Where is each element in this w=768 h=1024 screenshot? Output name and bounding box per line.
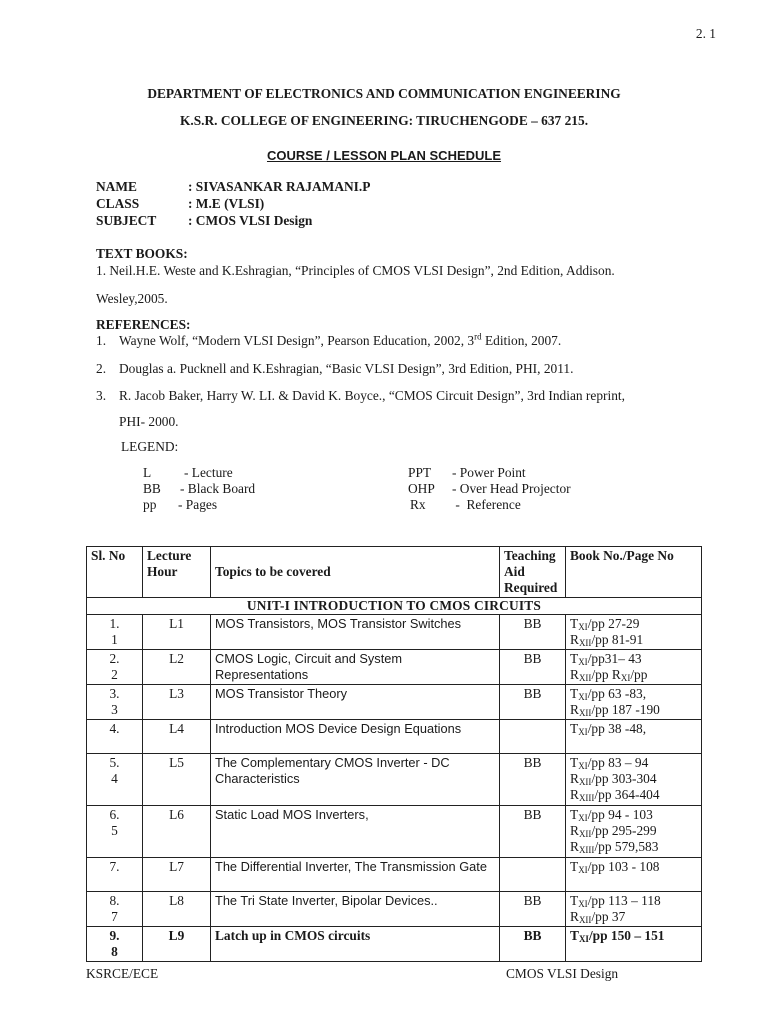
textbook-line-2: Wesley,2005.: [96, 291, 168, 306]
topic-cell: Introduction MOS Device Design Equations: [211, 720, 500, 754]
book-ref: $T_{XI}/pp$ 63 -83,: [570, 686, 647, 702]
teaching-aid-cell: [500, 720, 566, 754]
topic-cell: MOS Transistors, MOS Transistor Switches: [211, 615, 500, 650]
legend-abbr: PPT: [408, 465, 432, 480]
unit-title: UNIT-I INTRODUCTION TO CMOS CIRCUITS: [87, 598, 702, 615]
sl-no-cell: 1. 1: [87, 615, 143, 650]
lecture-hour-cell: L8: [143, 892, 211, 927]
col-book-page: Book No./Page No: [566, 547, 702, 598]
sl-no-cell: 8. 7: [87, 892, 143, 927]
table-row: [87, 615, 702, 650]
lesson-plan-table: [86, 546, 702, 962]
book-ref: $R_{XII}/pp$ 187 -190: [570, 702, 660, 718]
lecture-hour-cell: L2: [143, 650, 211, 685]
book-page-cell: [566, 754, 702, 806]
sl-no-cell: 9. 8: [87, 927, 143, 962]
class-value: : M.E (VLSI): [188, 196, 265, 211]
col-lecture-hour: Lecture Hour: [143, 547, 211, 598]
topic-cell: Latch up in CMOS circuits: [211, 927, 500, 962]
book-ref: $T_{XI}/pp$ 113 – 118: [570, 893, 661, 909]
references-heading: REFERENCES:: [96, 317, 191, 332]
lecture-hour-cell: L3: [143, 685, 211, 720]
reference-3-cont: PHI- 2000.: [119, 414, 179, 429]
book-ref: $T_{XI}/pp$ 103 - 108: [570, 859, 660, 875]
teaching-aid-cell: [500, 858, 566, 892]
sl-no-cell: 4.: [87, 720, 143, 754]
lecture-hour-cell: L4: [143, 720, 211, 754]
name-value: : SIVASANKAR RAJAMANI.P: [188, 179, 371, 194]
subject-value: : CMOS VLSI Design: [188, 213, 313, 228]
topic-cell: MOS Transistor Theory: [211, 685, 500, 720]
teaching-aid-cell: BB: [500, 685, 566, 720]
table-row: [87, 720, 702, 754]
table-header-row: [87, 547, 702, 598]
subject-label: SUBJECT: [96, 213, 157, 228]
book-ref: $T_{XI}/pp$ 83 – 94: [570, 755, 649, 771]
reference-3-number: 3.: [96, 388, 107, 403]
table-row: [87, 892, 702, 927]
book-ref: $R_{XII}/pp$ $R_{XI}/pp$: [570, 667, 648, 683]
sl-no-cell: 6. 5: [87, 806, 143, 858]
book-ref: $T_{XI}/pp31-$ 43: [570, 651, 642, 667]
footer-left: KSRCE/ECE: [86, 966, 159, 981]
book-ref: $R_{XIII}/pp$ 579,583: [570, 839, 659, 855]
book-ref: $T_{XI}/pp$ 150 – 151: [570, 928, 665, 944]
book-ref: $R_{XII}/pp$ 37: [570, 909, 626, 925]
sl-no-cell: 5. 4: [87, 754, 143, 806]
teaching-aid-cell: BB: [500, 806, 566, 858]
table-row: [87, 650, 702, 685]
legend-abbr: Rx: [410, 497, 426, 512]
book-page-cell: [566, 892, 702, 927]
legend-abbr: BB: [143, 481, 161, 496]
legend-desc: - Reference: [452, 497, 521, 512]
college-heading: K.S.R. COLLEGE OF ENGINEERING: TIRUCHENGODE – 637 215.: [179, 113, 589, 128]
col-topics: Topics to be covered: [211, 547, 500, 598]
book-ref: $R_{XII}/pp$ 81-91: [570, 632, 644, 648]
legend-desc: - Power Point: [452, 465, 526, 480]
book-ref: $R_{XII}/pp$ 303-304: [570, 771, 657, 787]
legend-desc: - Lecture: [184, 465, 233, 480]
table-row: [87, 685, 702, 720]
lecture-hour-cell: L5: [143, 754, 211, 806]
legend-desc: - Black Board: [180, 481, 256, 496]
teaching-aid-cell: BB: [500, 927, 566, 962]
topic-cell: The Differential Inverter, The Transmission Gate: [211, 858, 500, 892]
class-label: CLASS: [96, 196, 140, 211]
lecture-hour-cell: L1: [143, 615, 211, 650]
col-teaching-aid: Teaching Aid Required: [500, 547, 566, 598]
textbook-line-1: 1. Neil.H.E. Weste and K.Eshragian, “Principles of CMOS VLSI Design”, 2nd Edition, Addison.: [96, 263, 615, 278]
reference-1: Wayne Wolf, “Modern VLSI Design”, Pearson Education, 2002, 3rd Edition, 2007.: [119, 331, 562, 348]
book-page-cell: [566, 806, 702, 858]
legend-desc: - Pages: [178, 497, 218, 512]
lecture-hour-cell: L7: [143, 858, 211, 892]
sl-no-cell: 7.: [87, 858, 143, 892]
topic-cell: The Complementary CMOS Inverter - DC Characteristics: [211, 754, 500, 806]
page-title: COURSE / LESSON PLAN SCHEDULE: [266, 148, 502, 163]
table-row: [87, 927, 702, 962]
book-page-cell: [566, 650, 702, 685]
lecture-hour-cell: L9: [143, 927, 211, 962]
teaching-aid-cell: BB: [500, 754, 566, 806]
book-page-cell: [566, 927, 702, 962]
reference-2-number: 2.: [96, 361, 107, 376]
book-page-cell: [566, 685, 702, 720]
table-row: [87, 858, 702, 892]
legend-desc: - Over Head Projector: [452, 481, 571, 496]
book-ref: $T_{XI}/pp$ 94 - 103: [570, 807, 653, 823]
reference-3: R. Jacob Baker, Harry W. LI. & David K. Boyce., “CMOS Circuit Design”, 3rd Indian reprint,: [119, 388, 625, 403]
book-ref: $R_{XIII}/pp$ 364-404: [570, 787, 660, 803]
col-sl-no: Sl. No: [87, 547, 143, 598]
teaching-aid-cell: BB: [500, 615, 566, 650]
department-heading: DEPARTMENT OF ELECTRONICS AND COMMUNICATION ENGINEERING: [147, 86, 621, 101]
legend-abbr: L: [143, 465, 152, 480]
reference-1-number: 1.: [96, 333, 107, 348]
book-ref: $T_{XI}/pp$ 27-29: [570, 616, 640, 632]
reference-2: Douglas a. Pucknell and K.Eshragian, “Basic VLSI Design”, 3rd Edition, PHI, 2011.: [119, 361, 574, 376]
unit-row: [87, 598, 702, 615]
topic-cell: Static Load MOS Inverters,: [211, 806, 500, 858]
sl-no-cell: 3. 3: [87, 685, 143, 720]
table-row: [87, 754, 702, 806]
teaching-aid-cell: BB: [500, 650, 566, 685]
topic-cell: The Tri State Inverter, Bipolar Devices..: [211, 892, 500, 927]
book-page-cell: [566, 720, 702, 754]
legend-heading: LEGEND:: [121, 439, 179, 454]
teaching-aid-cell: BB: [500, 892, 566, 927]
sl-no-cell: 2. 2: [87, 650, 143, 685]
footer-right: CMOS VLSI Design: [506, 966, 619, 981]
table-row: [87, 806, 702, 858]
legend-abbr: pp: [143, 497, 157, 512]
legend-abbr: OHP: [408, 481, 435, 496]
textbooks-heading: TEXT BOOKS:: [96, 246, 188, 261]
book-ref: $R_{XII}/pp$ 295-299: [570, 823, 657, 839]
topic-cell: CMOS Logic, Circuit and System Representations: [211, 650, 500, 685]
book-page-cell: [566, 615, 702, 650]
lecture-hour-cell: L6: [143, 806, 211, 858]
book-page-cell: [566, 858, 702, 892]
book-ref: $T_{XI}/pp$ 38 -48,: [570, 721, 647, 737]
page-number: 2. 1: [695, 26, 716, 41]
name-label: NAME: [96, 179, 137, 194]
